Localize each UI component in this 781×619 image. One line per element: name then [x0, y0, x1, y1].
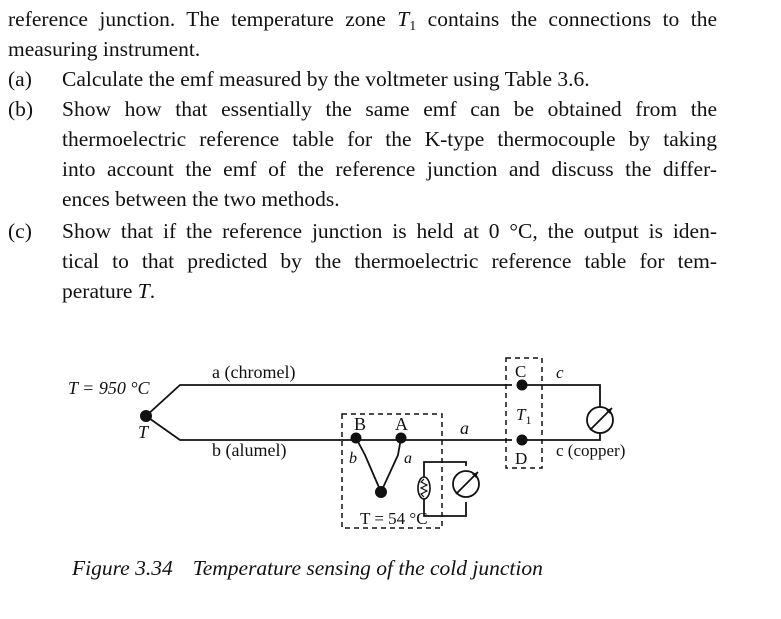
wire-c-label: c	[556, 363, 564, 382]
item-b-line-1: Show how that essentially the same emf can be obtained from the	[62, 97, 717, 121]
hot-junction-label: T	[138, 422, 149, 442]
reference-junction	[375, 486, 387, 498]
terminal-D	[517, 435, 528, 446]
node-B-label: B	[354, 414, 367, 434]
hot-temp-label: T = 950 °C	[68, 378, 150, 398]
alumel-wire	[146, 416, 512, 440]
svg-text:T = 950 °C	[68, 378, 151, 398]
item-b-line-3: into account the emf of the reference junction and discuss the differ-	[62, 157, 717, 181]
copper-wire-upper	[522, 385, 600, 408]
item-b-line-2: thermoelectric reference table for the K-type thermocouple by taking	[62, 127, 717, 151]
paragraph-line-2: measuring instrument.	[8, 37, 201, 61]
item-c-line-3: perature T.	[62, 279, 156, 303]
item-a-line-1: Calculate the emf measured by the voltmeter using Table 3.6.	[62, 67, 590, 91]
thermocouple-circuit-diagram	[0, 330, 781, 550]
figure-number: Figure 3.34	[72, 556, 173, 580]
item-c-line-1: Show that if the reference junction is held at 0 °C, the output is iden-	[62, 219, 717, 243]
hot-junction	[140, 410, 152, 422]
item-c-line-2: tical to that predicted by the thermoelectric reference table for tem-	[62, 249, 717, 273]
wire-a-short-label: a	[460, 418, 469, 438]
node-C-label: C	[515, 362, 527, 381]
chromel-wire	[146, 385, 512, 416]
voltmeter-icon	[587, 407, 613, 433]
reference-meter-icon	[453, 471, 479, 497]
node-A-label: A	[395, 414, 408, 434]
item-b-label: (b)	[8, 97, 34, 121]
figure-caption	[72, 556, 543, 581]
reference-temp-label: T = 54 °C	[360, 509, 428, 528]
wire-b-label: b (alumel)	[212, 440, 287, 460]
figure-title: Temperature sensing of the cold junction	[192, 556, 543, 580]
paragraph-line-1: reference junction. The temperature zone $T_1$ contains the connections to the	[8, 7, 717, 34]
wire-c-copper-label: c (copper)	[556, 441, 626, 460]
junction-A	[396, 433, 407, 444]
junction-B	[351, 433, 362, 444]
reference-wire-b	[356, 438, 381, 492]
copper-wire-lower	[522, 432, 600, 440]
wire-a-label: a (chromel)	[212, 362, 296, 382]
thermistor-icon	[418, 477, 430, 499]
node-D-label: D	[515, 449, 528, 468]
item-b-line-4: ences between the two methods.	[62, 187, 340, 211]
item-a-label: (a)	[8, 67, 32, 91]
reference-wire-a	[381, 438, 401, 492]
terminal-C	[517, 380, 528, 391]
wire-a-inner-label: a	[404, 450, 412, 467]
wire-b-inner-label: b	[349, 450, 357, 467]
meter-lead-bottom	[424, 498, 466, 516]
zone-T1-label: $T_1$	[516, 405, 532, 427]
item-c-label: (c)	[8, 219, 32, 243]
